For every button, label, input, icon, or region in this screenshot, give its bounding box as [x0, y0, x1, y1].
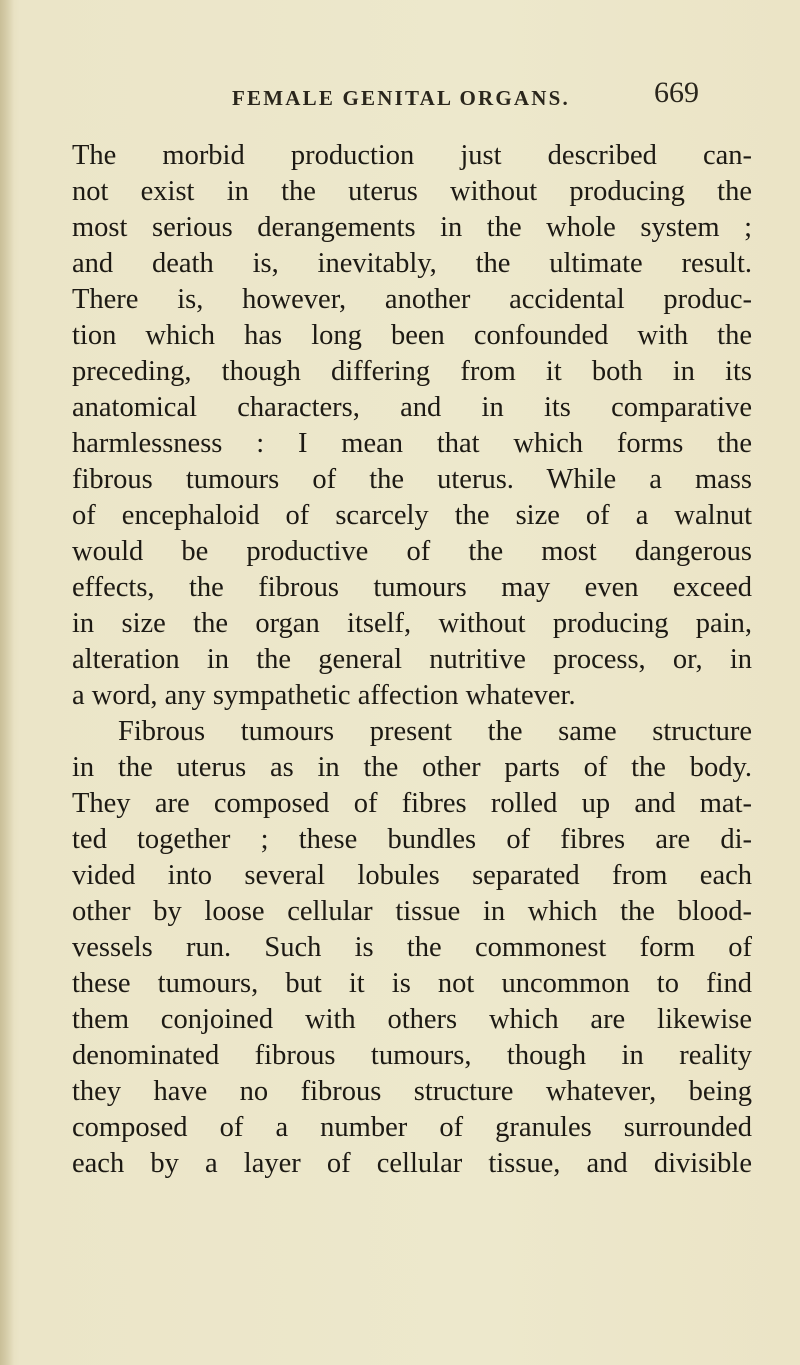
text-line: fibrous tumours of the uterus. While a mass — [72, 464, 752, 495]
text-line: denominated fibrous tumours, though in reality — [72, 1040, 752, 1071]
text-line: They are composed of fibres rolled up and mat- — [72, 788, 752, 819]
page-number: 669 — [654, 76, 699, 109]
text-line: effects, the fibrous tumours may even exceed — [72, 572, 752, 603]
text-line: in size the organ itself, without producing pain, — [72, 608, 752, 639]
text-line: would be productive of the most dangerous — [72, 536, 752, 567]
text-line: most serious derangements in the whole system ; — [72, 212, 752, 243]
text-line: There is, however, another accidental produc- — [72, 284, 752, 315]
text-line: Fibrous tumours present the same structure — [118, 716, 752, 747]
text-line: vided into several lobules separated from each — [72, 860, 752, 891]
text-line: these tumours, but it is not uncommon to find — [72, 968, 752, 999]
running-head: FEMALE GENITAL ORGANS. — [232, 86, 570, 110]
text-line: a word, any sympathetic affection whatever. — [72, 680, 576, 711]
text-line: other by loose cellular tissue in which the blood- — [72, 896, 752, 927]
text-line: preceding, though differing from it both in its — [72, 356, 752, 387]
text-line: and death is, inevitably, the ultimate result. — [72, 248, 752, 279]
text-line: of encephaloid of scarcely the size of a walnut — [72, 500, 752, 531]
text-line: The morbid production just described can- — [72, 140, 752, 171]
text-line: composed of a number of granules surrounded — [72, 1112, 752, 1143]
text-line: not exist in the uterus without producing the — [72, 176, 752, 207]
text-line: harmlessness : I mean that which forms the — [72, 428, 752, 459]
gutter-shadow — [0, 0, 14, 1365]
text-line: ted together ; these bundles of fibres are di- — [72, 824, 752, 855]
body-text — [72, 138, 752, 1182]
text-line: tion which has long been confounded with the — [72, 320, 752, 351]
text-line: in the uterus as in the other parts of the body. — [72, 752, 752, 783]
text-line: anatomical characters, and in its comparative — [72, 392, 752, 423]
text-line: each by a layer of cellular tissue, and divisible — [72, 1148, 752, 1179]
text-line: they have no fibrous structure whatever, being — [72, 1076, 752, 1107]
text-line: alteration in the general nutritive process, or, in — [72, 644, 752, 675]
text-line: them conjoined with others which are likewise — [72, 1004, 752, 1035]
text-line: vessels run. Such is the commonest form of — [72, 932, 752, 963]
